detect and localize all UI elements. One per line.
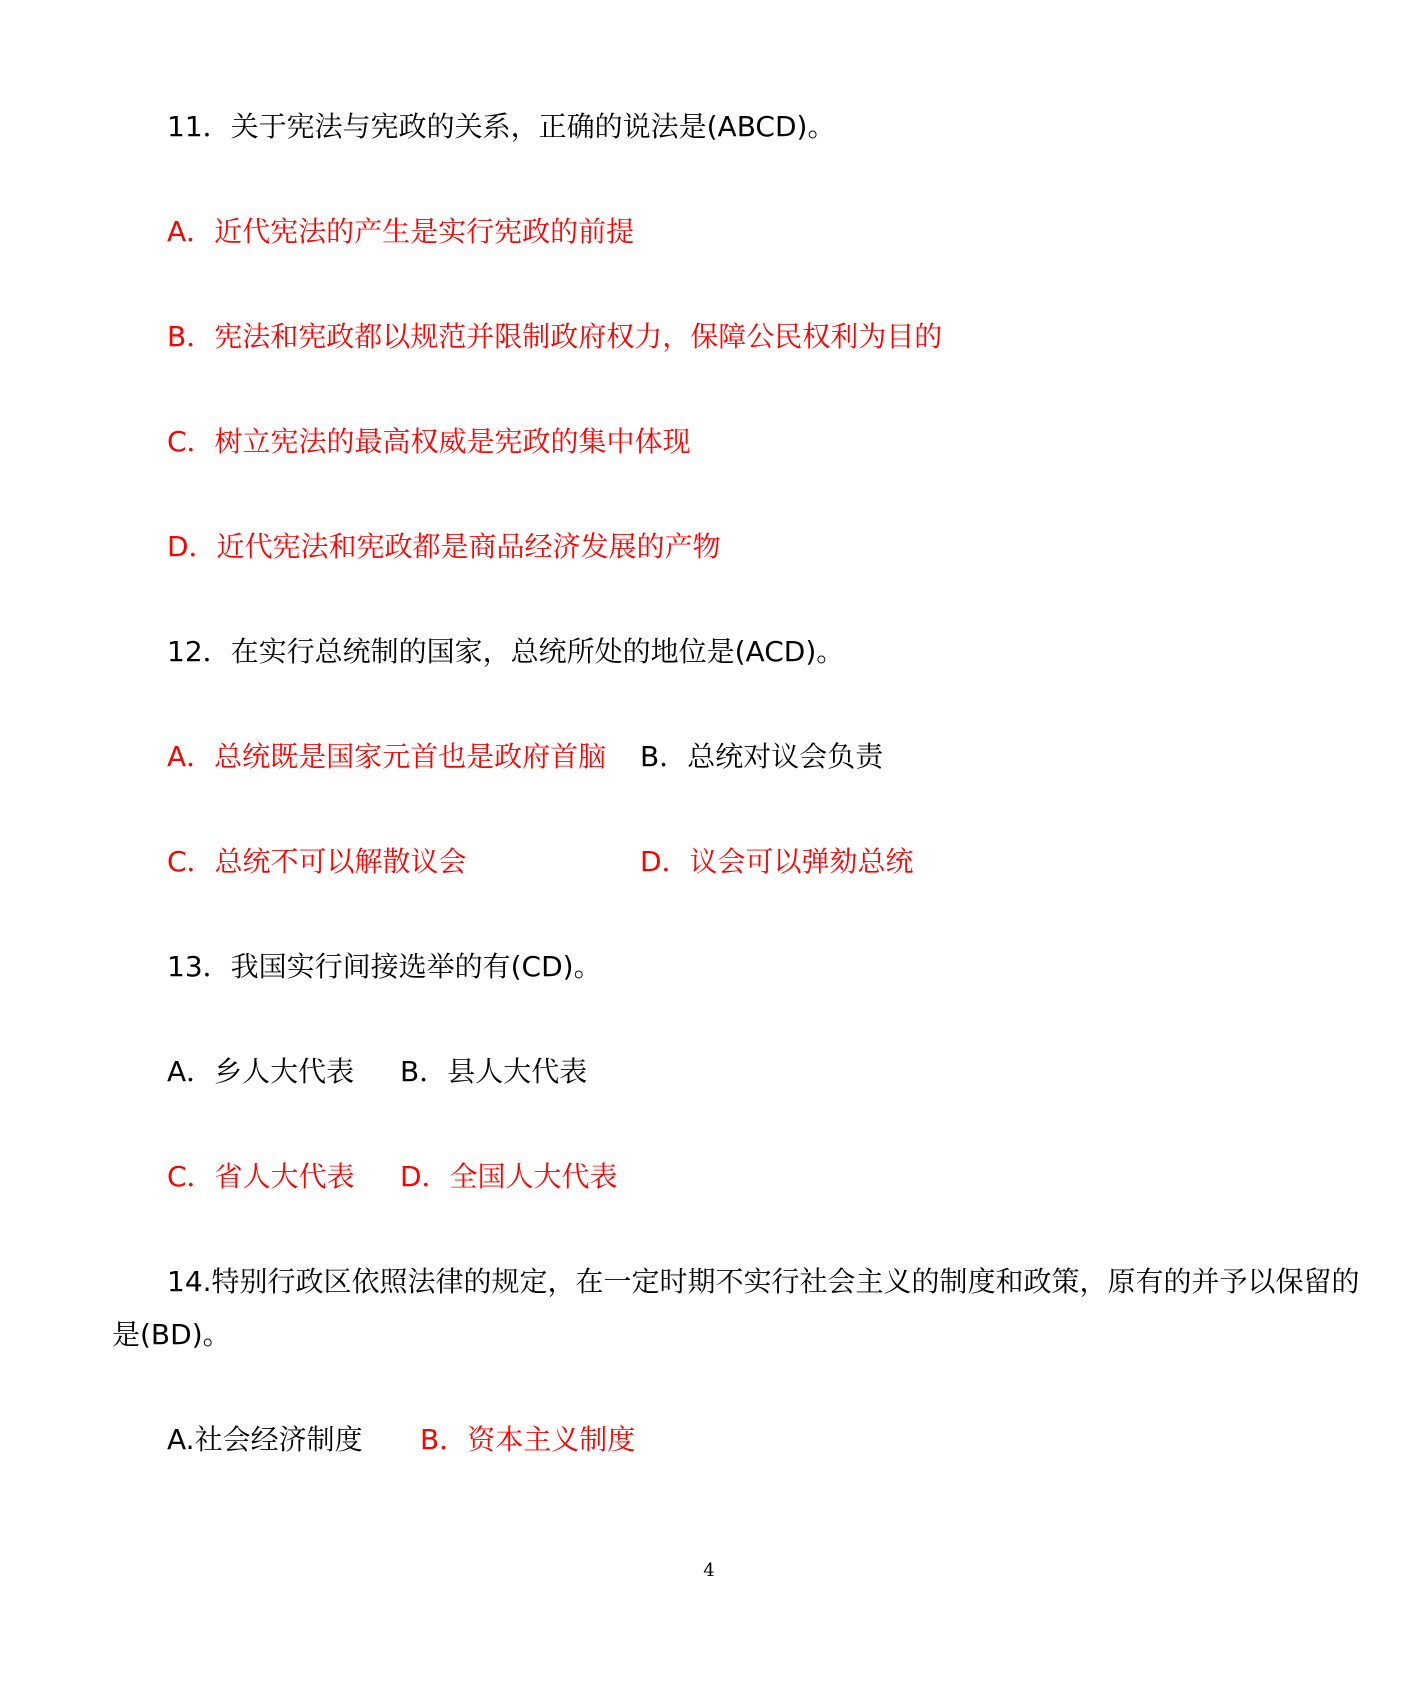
question-11-option-c: C．树立宪法的最高权威是宪政的集中体现 <box>167 425 691 458</box>
question-13-stem: 13．我国实行间接选举的有(CD)。 <box>167 950 602 983</box>
question-13-option-c: C．省人大代表 <box>167 1160 355 1193</box>
question-12-stem: 12．在实行总统制的国家，总统所处的地位是(ACD)。 <box>167 635 845 668</box>
question-12-option-b: B．总统对议会负责 <box>640 740 884 773</box>
page-number: 4 <box>703 1560 715 1581</box>
question-12-option-c: C．总统不可以解散议会 <box>167 845 467 878</box>
question-14-stem-line-2: 是(BD)。 <box>112 1318 231 1351</box>
question-13-option-a: A．乡人大代表 <box>167 1055 355 1088</box>
question-12-option-a: A．总统既是国家元首也是政府首脑 <box>167 740 607 773</box>
question-14-option-b: B．资本主义制度 <box>420 1423 636 1456</box>
question-12-option-d: D．议会可以弹劾总统 <box>640 845 914 878</box>
question-14-stem-line-1: 14.特别行政区依照法律的规定，在一定时期不实行社会主义的制度和政策，原有的并予以保留的 <box>167 1265 1360 1298</box>
question-14-option-a: A.社会经济制度 <box>167 1423 363 1456</box>
question-11-option-a: A．近代宪法的产生是实行宪政的前提 <box>167 215 635 248</box>
question-11-option-d: D．近代宪法和宪政都是商品经济发展的产物 <box>167 530 721 563</box>
question-11-stem: 11．关于宪法与宪政的关系，正确的说法是(ABCD)。 <box>167 110 836 143</box>
question-11-option-b: B．宪法和宪政都以规范并限制政府权力，保障公民权利为目的 <box>167 320 943 353</box>
question-13-option-d: D．全国人大代表 <box>400 1160 618 1193</box>
question-13-option-b: B．县人大代表 <box>400 1055 588 1088</box>
